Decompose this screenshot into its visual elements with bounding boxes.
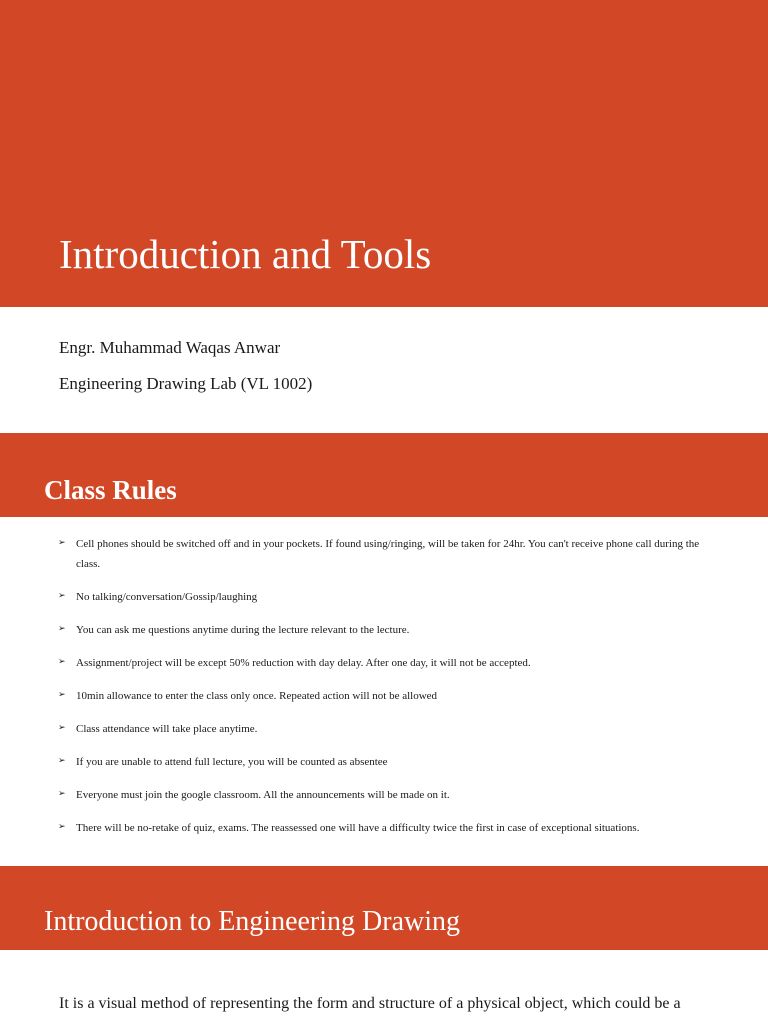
arrow-bullet-icon: ➢ [58, 723, 66, 733]
arrow-bullet-icon: ➢ [58, 690, 66, 700]
list-item [58, 620, 708, 640]
rule-text: Cell phones should be switched off and in your pockets. If found using/ringing, will be taken for 24hr. You can't receive phone call during the class. [76, 538, 700, 570]
rule-text: Assignment/project will be except 50% reduction with day delay. After one day, it will not be accepted. [76, 657, 531, 669]
class-rules-heading: Class Rules [44, 475, 177, 505]
list-item [58, 653, 708, 673]
title-banner [0, 0, 768, 307]
rule-text: There will be no-retake of quiz, exams. The reassessed one will have a difficulty twice the first in case of exceptional situations. [76, 822, 640, 834]
arrow-bullet-icon: ➢ [58, 756, 66, 766]
arrow-bullet-icon: ➢ [58, 822, 66, 832]
list-item [58, 752, 708, 772]
arrow-bullet-icon: ➢ [58, 538, 66, 548]
list-item [58, 818, 708, 838]
slide-title: Introduction and Tools [59, 231, 432, 277]
intro-banner [0, 866, 768, 950]
arrow-bullet-icon: ➢ [58, 624, 66, 634]
intro-heading: Introduction to Engineering Drawing [44, 906, 461, 937]
arrow-bullet-icon: ➢ [58, 591, 66, 601]
course-name: Engineering Drawing Lab (VL 1002) [59, 374, 313, 393]
list-item [58, 785, 708, 805]
intro-body-text: It is a visual method of representing the form and structure of a physical object, which could be a [59, 995, 681, 1012]
class-rules-banner [0, 433, 768, 517]
rule-text: If you are unable to attend full lecture, you will be counted as absentee [76, 756, 388, 768]
rule-text: 10min allowance to enter the class only once. Repeated action will not be allowed [76, 690, 438, 702]
list-item [58, 587, 708, 607]
arrow-bullet-icon: ➢ [58, 657, 66, 667]
rule-text: Class attendance will take place anytime. [76, 723, 258, 735]
rule-text: No talking/conversation/Gossip/laughing [76, 591, 258, 603]
rule-text: You can ask me questions anytime during the lecture relevant to the lecture. [76, 624, 410, 636]
list-item [58, 534, 708, 574]
list-item [58, 686, 708, 706]
rule-text: Everyone must join the google classroom. All the announcements will be made on it. [76, 789, 450, 801]
arrow-bullet-icon: ➢ [58, 789, 66, 799]
author-name: Engr. Muhammad Waqas Anwar [59, 338, 281, 357]
list-item [58, 719, 708, 739]
